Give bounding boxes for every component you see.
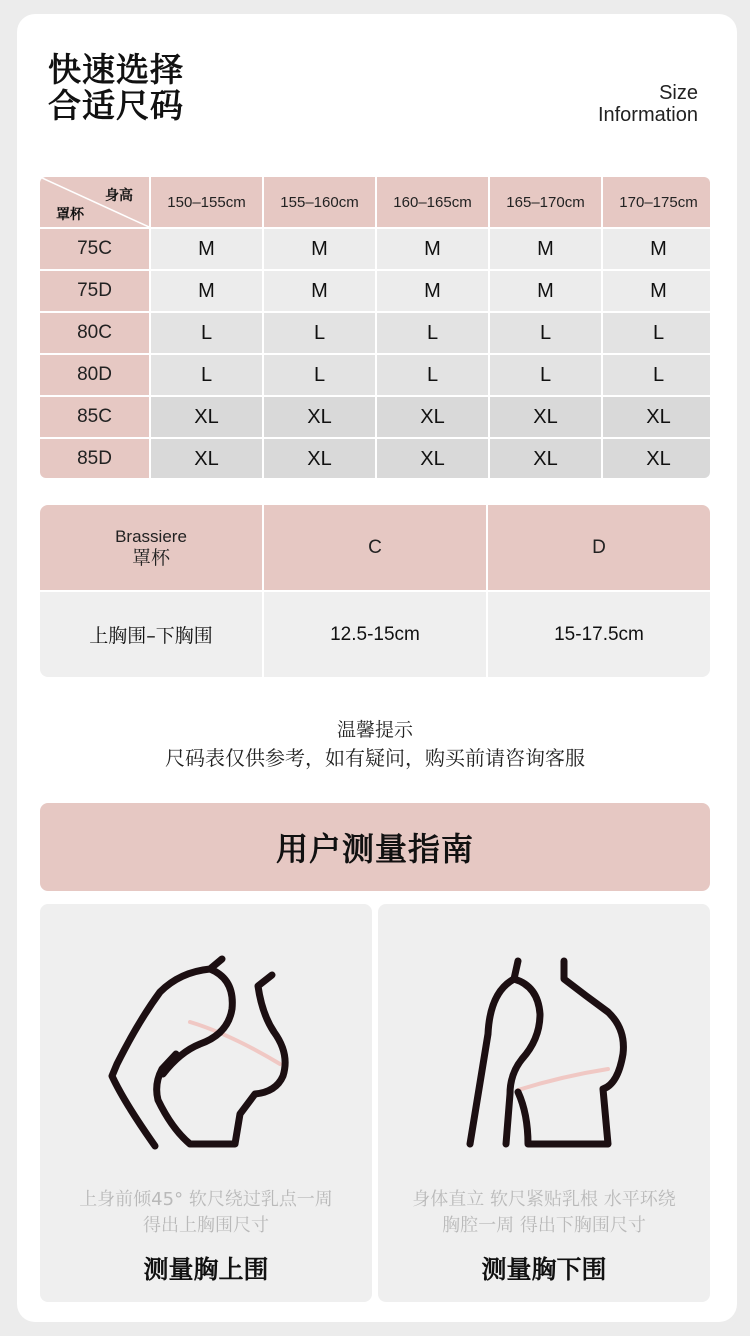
upper-desc-line-2: 得出上胸围尺寸: [143, 1215, 269, 1236]
upper-measure-description: [40, 1187, 372, 1239]
size-cell: M: [377, 271, 488, 311]
tip-title: 温馨提示: [336, 719, 413, 741]
size-cell: XL: [603, 397, 710, 437]
subtitle-line-1: Size: [659, 82, 698, 104]
size-cell: XL: [490, 439, 601, 478]
size-cell: L: [490, 313, 601, 353]
page-title: [48, 52, 184, 124]
upper-desc-line-1: 上身前倾45° 软尺绕过乳点一周: [79, 1189, 333, 1210]
measure-guide-banner: 用户测量指南: [40, 803, 710, 891]
height-header: 150–155cm: [151, 177, 262, 227]
cup-row-label: 85C: [40, 397, 149, 437]
height-header: 155–160cm: [264, 177, 375, 227]
cup-row-label: 80C: [40, 313, 149, 353]
cup-label: 罩杯: [131, 546, 170, 569]
size-cell: M: [151, 229, 262, 269]
cup-row-label: 75D: [40, 271, 149, 311]
under-desc-line-2: 胸腔一周 得出下胸围尺寸: [442, 1215, 646, 1236]
under-measure-label: 测量胸下围: [481, 1255, 607, 1284]
size-cell: L: [603, 313, 710, 353]
size-cell: M: [490, 271, 601, 311]
height-header: 160–165cm: [377, 177, 488, 227]
height-header: 170–175cm: [603, 177, 710, 227]
under-measure-description: [378, 1187, 710, 1239]
brassiere-label: Brassiere: [115, 526, 187, 546]
cup-c-header: C: [264, 505, 486, 590]
upper-measure-label: 测量胸上围: [143, 1255, 269, 1284]
size-cell: M: [264, 271, 375, 311]
size-cell: L: [151, 313, 262, 353]
size-cell: L: [151, 355, 262, 395]
size-cell: M: [377, 229, 488, 269]
height-header: 165–170cm: [490, 177, 601, 227]
size-cell: M: [151, 271, 262, 311]
size-cell: XL: [603, 439, 710, 478]
measure-panel-upper: [40, 904, 372, 1302]
size-cell: M: [603, 271, 710, 311]
cup-c-value: 12.5-15cm: [264, 592, 486, 677]
size-cell: XL: [264, 439, 375, 478]
size-cell: L: [603, 355, 710, 395]
size-cell: L: [264, 355, 375, 395]
size-cell: XL: [377, 397, 488, 437]
upper-bust-measure-icon: [40, 904, 372, 1184]
cup-row-label: 85D: [40, 439, 149, 478]
size-cell: XL: [264, 397, 375, 437]
corner-height-label: 身高: [105, 188, 133, 204]
cup-d-value: 15-17.5cm: [488, 592, 710, 677]
size-cell: L: [490, 355, 601, 395]
title-line-2: 合适尺码: [48, 86, 184, 125]
cup-row-label: 80D: [40, 355, 149, 395]
bust-difference-label: 上胸围–下胸围: [40, 592, 262, 677]
subtitle-line-2: Information: [597, 104, 698, 126]
size-table: [40, 177, 710, 478]
size-cell: M: [603, 229, 710, 269]
cup-row-label: 75C: [40, 229, 149, 269]
measure-panel-under: [378, 904, 710, 1302]
size-cell: XL: [151, 439, 262, 478]
size-cell: XL: [490, 397, 601, 437]
under-desc-line-1: 身体直立 软尺紧贴乳根 水平环绕: [412, 1189, 676, 1210]
table-corner-cell: [40, 177, 149, 227]
cup-header-cell: [40, 505, 262, 590]
size-cell: XL: [377, 439, 488, 478]
size-cell: L: [377, 355, 488, 395]
size-cell: L: [264, 313, 375, 353]
size-cell: L: [377, 313, 488, 353]
size-cell: M: [264, 229, 375, 269]
size-cell: XL: [151, 397, 262, 437]
page-subtitle: [598, 82, 698, 126]
tip-text: 尺码表仅供参考，如有疑问，购买前请咨询客服: [165, 746, 585, 770]
size-cell: M: [490, 229, 601, 269]
cup-d-header: D: [488, 505, 710, 590]
title-line-1: 快速选择: [48, 50, 184, 89]
under-bust-measure-icon: [378, 904, 710, 1184]
cup-table: [40, 505, 710, 677]
corner-cup-label: 罩杯: [56, 207, 84, 223]
